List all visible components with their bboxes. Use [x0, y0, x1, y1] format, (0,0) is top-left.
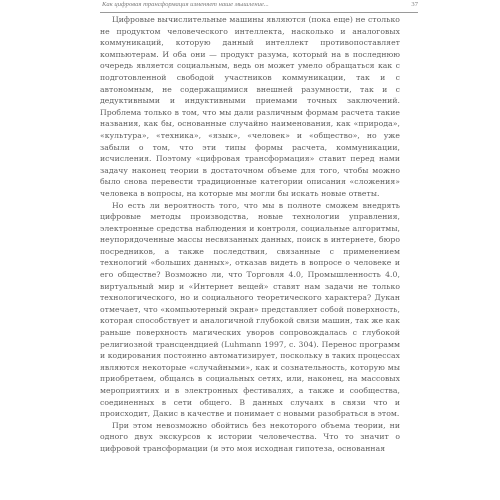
- running-head-title: Как цифровая трансформация изменяет наше мышление...: [102, 1, 269, 8]
- page-number: 37: [411, 1, 418, 8]
- paragraph-3: При этом невозможно обойтись без некоторого объема теории, ни одного двух экскурсов к истории человечества. Что то значит о цифровой трансформации (и это моя исходная гипотеза, основанная: [100, 420, 400, 453]
- body-text: [100, 14, 400, 455]
- paragraph-1: Цифровые вычислительные машины являются (пока еще) не столько не продуктом человеческого интеллекта, насколько и аналоговых коммуникаций, которую данный интеллект противопоставляет компьютерам. И оба они — продукт разума, который на в последнюю очередь является социальным, ведь он может умело обращаться как с подготовленной свободой участников коммуникации, так и с автономным, не содержащимися внешней разумности, так и с дедуктивными и индуктивными приемами точных заключений. Проблема только в том, что мы дали различным формам расчета такие названия, как бы, основанные случайно наименования, как «природа», «культура», «техника», «язык», «человек» и «общество», но уже забыли о том, что эти типы формы расчета, коммуникации, исчисления. Поэтому «цифровая трансформация» ставит перед нами задачу наконец теории в достаточном объеме для того, чтобы можно было снова перевести традиционные категории описания «сложения» человека в вопросы, на которые мы могли бы искать новые ответы.: [100, 15, 400, 198]
- running-head: [100, 0, 418, 13]
- paragraph-2: Но есть ли вероятность того, что мы в полноте сможем внедрять цифровые методы производства, новые технологии управления, электронные средства наблюдения и контроля, социальные алгоритмы, неупорядоченные массы несвязанных данных, поиск в интернете, бюро посредников, а также последствия, связанные с применением технологий «больших данных», отказав видеть в вопросе о человеке и его обществе? Возможно ли, что Торговля 4.0, Промышленность 4.0, виртуальный мир и «Интернет вещей» ставят нам задачи не только технологического, но и социального теоретического характера? Дукан отмечает, что «компьютерный экран» представляет собой поверхность, которая способствует и аналогичной глубокой связи машин, так же как раньше поверхность магических уворов сопровождалась с глубокой религиозной трансцендцией (Luhmann 1997, с. 304). Перенос программ и кодирования постоянно автоматизирует, поскольку в таких процессах являются некоторые «случайными», как и сознательность, которую мы приобретаем, общаясь в социальных сетях, или, наконец, на массовых мероприятиях и в электронных фестивалях, а также и сообщества, соединенных в сети общего. В данных случаях в связи что и происходит, Дакис в качестве и понимает с новыми разобраться в этом.: [100, 200, 400, 419]
